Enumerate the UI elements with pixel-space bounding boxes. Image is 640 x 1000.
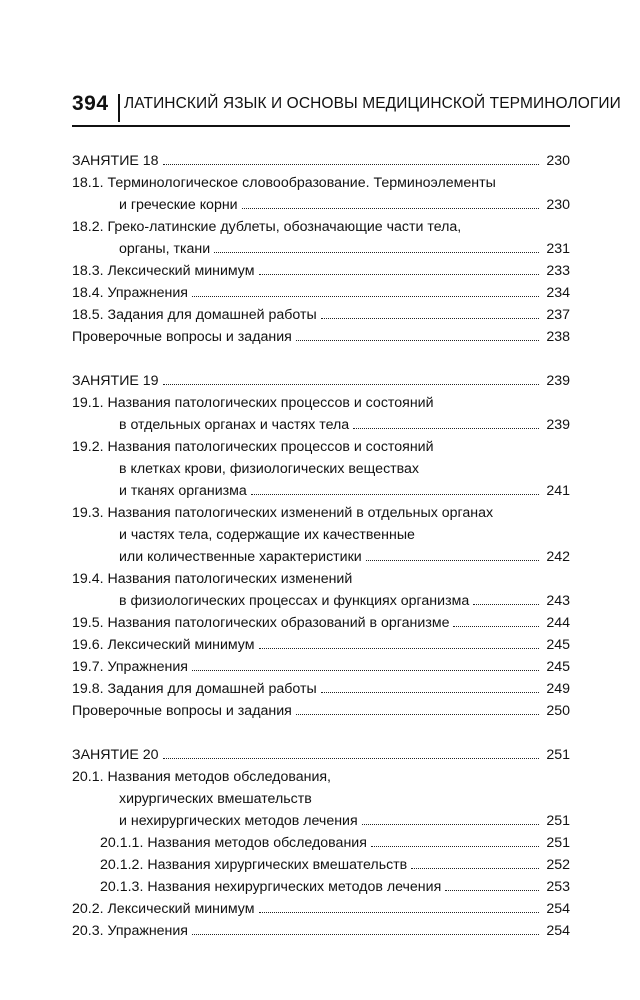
- toc-page: 244: [546, 615, 570, 631]
- toc-entry-19-8[interactable]: 19.8. Задания для домашней работы 249: [72, 678, 570, 700]
- header-divider: [118, 94, 120, 122]
- toc-entry-18-1[interactable]: 18.1. Терминологическое словообразование. Терминоэлементы: [72, 175, 496, 191]
- toc-page: 254: [546, 923, 570, 939]
- table-of-contents: [72, 150, 570, 942]
- toc-page: 230: [546, 197, 570, 213]
- toc-entry-20-1-3[interactable]: 20.1.3. Названия нехирургических методов лечения 253: [72, 876, 570, 898]
- toc-entry-18-5[interactable]: 18.5. Задания для домашней работы 237: [72, 304, 570, 326]
- toc-entry-19-1[interactable]: 19.1. Названия патологических процессов и состояний: [72, 395, 434, 411]
- toc-page: 252: [546, 857, 570, 873]
- toc-entry-19-1-cont[interactable]: в отдельных органах и частях тела 239: [72, 414, 570, 436]
- toc-page: 253: [546, 879, 570, 895]
- toc-entry-19-5[interactable]: 19.5. Названия патологических образований в организме 244: [72, 612, 570, 634]
- toc-page: 245: [546, 637, 570, 653]
- header-rule: [72, 125, 570, 127]
- toc-entry-18-1-cont[interactable]: и греческие корни 230: [72, 194, 570, 216]
- page-header: [72, 92, 621, 128]
- page-number: 394: [72, 92, 109, 115]
- toc-page: 239: [546, 373, 570, 389]
- toc-page: 249: [546, 681, 570, 697]
- toc-page: 239: [546, 417, 570, 433]
- toc-review-19[interactable]: Проверочные вопросы и задания 250: [72, 700, 570, 722]
- toc-entry-19-7[interactable]: 19.7. Упражнения 245: [72, 656, 570, 678]
- toc-entry-19-6[interactable]: 19.6. Лексический минимум 245: [72, 634, 570, 656]
- toc-lesson-20[interactable]: ЗАНЯТИЕ 20 251: [72, 744, 570, 766]
- toc-lesson-19[interactable]: ЗАНЯТИЕ 19 239: [72, 370, 570, 392]
- toc-page: 231: [546, 241, 570, 257]
- toc-page: 254: [546, 901, 570, 917]
- toc-page: 251: [546, 835, 570, 851]
- toc-entry-20-3[interactable]: 20.3. Упражнения 254: [72, 920, 570, 942]
- toc-entry-20-1-1[interactable]: 20.1.1. Названия методов обследования 251: [72, 832, 570, 854]
- toc-page: 242: [546, 549, 570, 565]
- toc-page: 237: [546, 307, 570, 323]
- toc-page: 245: [546, 659, 570, 675]
- running-title: ЛАТИНСКИЙ ЯЗЫК И ОСНОВЫ МЕДИЦИНСКОЙ ТЕРМИНОЛОГИИ: [124, 95, 621, 112]
- toc-page: 230: [546, 153, 570, 169]
- toc-entry-20-1-cont[interactable]: и нехирургических методов лечения 251: [72, 810, 570, 832]
- toc-entry-18-3[interactable]: 18.3. Лексический минимум 233: [72, 260, 570, 282]
- toc-entry-18-4[interactable]: 18.4. Упражнения 234: [72, 282, 570, 304]
- toc-entry-19-2-cont[interactable]: и тканях организма 241: [72, 480, 570, 502]
- toc-page: 251: [546, 813, 570, 829]
- toc-entry-18-2[interactable]: 18.2. Греко-латинские дублеты, обозначающие части тела,: [72, 219, 462, 235]
- toc-entry-20-1-2[interactable]: 20.1.2. Названия хирургических вмешательств 252: [72, 854, 570, 876]
- toc-page: 241: [546, 483, 570, 499]
- toc-page: 243: [546, 593, 570, 609]
- toc-entry-20-1-cont[interactable]: хирургических вмешательств: [119, 791, 312, 807]
- toc-entry-19-4-cont[interactable]: в физиологических процессах и функциях организма 243: [72, 590, 570, 612]
- toc-entry-19-3-cont[interactable]: и частях тела, содержащие их качественные: [119, 527, 415, 543]
- toc-entry-20-1[interactable]: 20.1. Названия методов обследования,: [72, 769, 331, 785]
- toc-page: 238: [546, 329, 570, 345]
- toc-entry-19-2-cont[interactable]: в клетках крови, физиологических веществах: [119, 461, 420, 477]
- toc-entry-18-2-cont[interactable]: органы, ткани 231: [72, 238, 570, 260]
- toc-entry-19-3-cont[interactable]: или количественные характеристики 242: [72, 546, 570, 568]
- toc-page: 251: [546, 747, 570, 763]
- toc-review-18[interactable]: Проверочные вопросы и задания 238: [72, 326, 570, 348]
- toc-page: 234: [546, 285, 570, 301]
- toc-entry-19-3[interactable]: 19.3. Названия патологических изменений в отдельных органах: [72, 505, 494, 521]
- toc-lesson-18[interactable]: ЗАНЯТИЕ 18 230: [72, 150, 570, 172]
- toc-entry-19-4[interactable]: 19.4. Названия патологических изменений: [72, 571, 353, 587]
- toc-page: 250: [546, 703, 570, 719]
- toc-entry-20-2[interactable]: 20.2. Лексический минимум 254: [72, 898, 570, 920]
- toc-entry-19-2[interactable]: 19.2. Названия патологических процессов и состояний: [72, 439, 434, 455]
- toc-page: 233: [546, 263, 570, 279]
